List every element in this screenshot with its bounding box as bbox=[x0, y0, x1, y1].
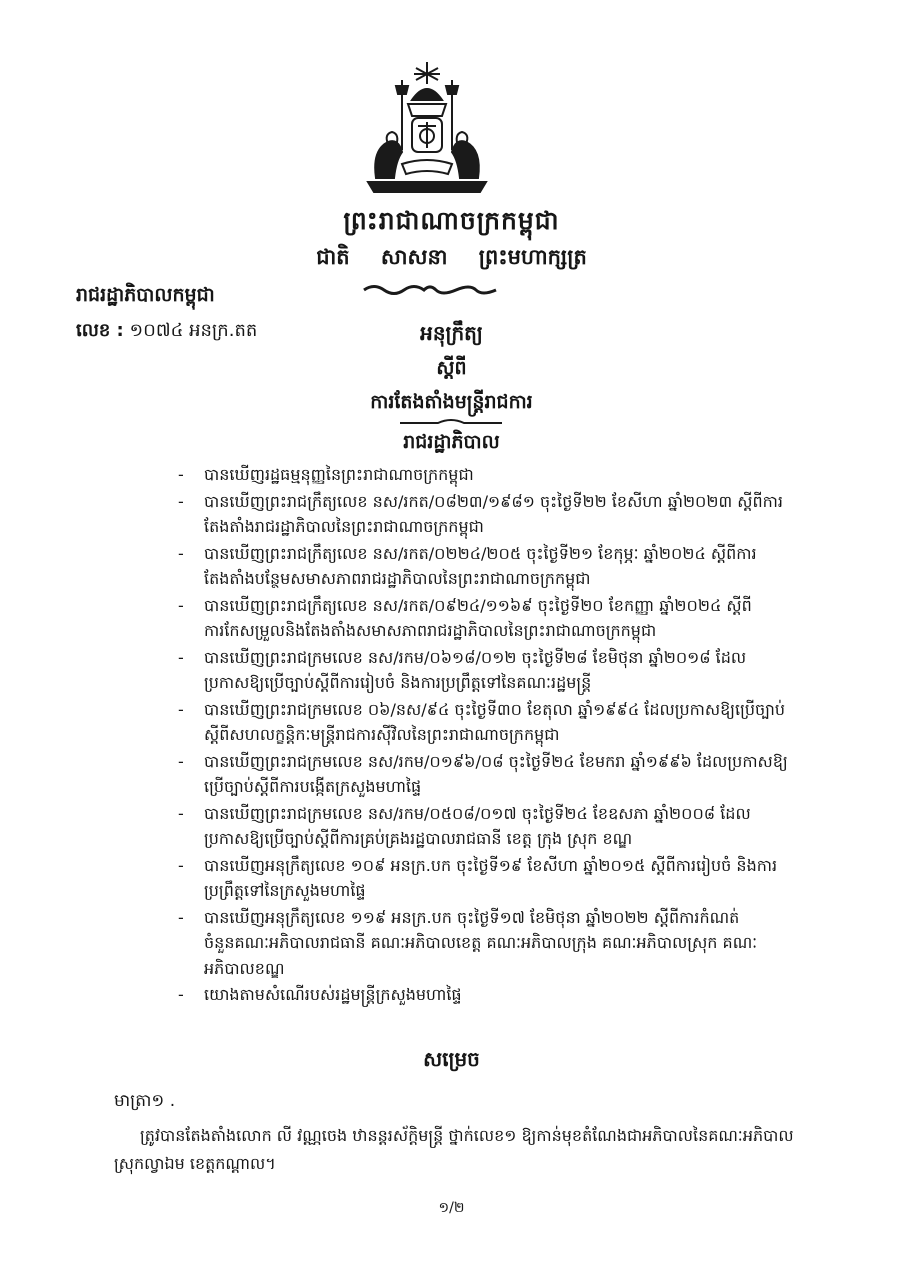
kingdom-heading: ព្រះរាជាណាចក្រកម្ពុជា bbox=[343, 206, 560, 235]
about-label: ស្តីពី bbox=[436, 357, 467, 379]
reference-text: បានឃើញព្រះរាជក្រឹត្យលេខ នស/រកត/០៨២៣/១៩៨១ ចុះថ្ងៃទី២២ ខែសីហា ឆ្នាំ២០២៣ ស្តីពីការតែងតាំងរាជរដ្ឋាភិបាលនៃព្រះរាជាណាចក្រកម្ពុជា bbox=[204, 491, 783, 536]
reference-text: បានឃើញព្រះរាជក្រមលេខ ០៦/នស/៩៤ ចុះថ្ងៃទី៣០ ខែតុលា ឆ្នាំ១៩៩៤ ដែលប្រកាសឱ្យប្រើច្បាប់ស្តីពីសហលក្ខន្តិកៈមន្ត្រីរាជការស៊ីវិលនៃព្រះរាជាណាចក្រកម្ពុជា bbox=[204, 699, 785, 744]
issuer-heading: រាជរដ្ឋាភិបាល bbox=[403, 431, 500, 453]
royal-coat-of-arms-icon bbox=[362, 60, 492, 200]
list-item: - យោងតាមសំណើរបស់រដ្ឋមន្ត្រីក្រសួងមហាផ្ទៃ bbox=[178, 985, 462, 1004]
decision-heading: សម្រេច bbox=[423, 1047, 480, 1071]
list-item: - បានឃើញព្រះរាជក្រឹត្យលេខ នស/រកត/០៩២៤/១១៦៩ ចុះថ្ងៃទី២០ ខែកញ្ញា ឆ្នាំ២០២៤ ស្តីពីការកែសម្រួលនិងតែងតាំងសមាសភាពរាជរដ្ឋាភិបាលនៃព្រះរាជាណាចក្រកម្ពុជា bbox=[178, 595, 752, 640]
list-item: - បានឃើញព្រះរាជក្រមលេខ ០៦/នស/៩៤ ចុះថ្ងៃទី៣០ ខែតុលា ឆ្នាំ១៩៩៤ ដែលប្រកាសឱ្យប្រើច្បាប់ស្តីពីសហលក្ខន្តិកៈមន្ត្រីរាជការស៊ីវិលនៃព្រះរាជាណាចក្រកម្ពុជា bbox=[178, 699, 785, 744]
reference-text: បានឃើញព្រះរាជក្រមលេខ នស/រកម/០៥០៨/០១៧ ចុះថ្ងៃទី២៤ ខែឧសភា ឆ្នាំ២០០៨ ដែលប្រកាសឱ្យប្រើច្បាប់ស្តីពីការគ្រប់គ្រងរដ្ឋបាលរាជធានី ខេត្ត ក្រុង ស្រុក ខណ្ឌ bbox=[204, 803, 751, 848]
reference-text: បានឃើញព្រះរាជក្រមលេខ នស/រកម/០១៩៦/០៨ ចុះថ្ងៃទី២៤ ខែមករា ឆ្នាំ១៩៩៦ ដែលប្រកាសឱ្យប្រើច្បាប់ស្តីពីការបង្កើតក្រសួងមហាផ្ទៃ bbox=[204, 751, 788, 796]
list-item: - បានឃើញព្រះរាជក្រឹត្យលេខ នស/រកត/០៨២៣/១៩៨១ ចុះថ្ងៃទី២២ ខែសីហា ឆ្នាំ២០២៣ ស្តីពីការតែងតាំងរាជរដ្ឋាភិបាលនៃព្រះរាជាណាចក្រកម្ពុជា bbox=[178, 491, 783, 536]
list-item: - បានឃើញព្រះរាជក្រមលេខ នស/រកម/០៥០៨/០១៧ ចុះថ្ងៃទី២៤ ខែឧសភា ឆ្នាំ២០០៨ ដែលប្រកាសឱ្យប្រើច្បាប់ស្តីពីការគ្រប់គ្រងរដ្ឋបាលរាជធានី ខេត្ត ក្រុង ស្រុក ខណ្ឌ bbox=[178, 803, 751, 848]
page-number: ១/២ bbox=[438, 1200, 465, 1216]
issuing-government: រាជរដ្ឋាភិបាលកម្ពុជា bbox=[76, 284, 215, 306]
document-type: អនុក្រឹត្យ bbox=[420, 321, 483, 345]
reference-text: យោងតាមសំណើរបស់រដ្ឋមន្ត្រីក្រសួងមហាផ្ទៃ bbox=[204, 985, 462, 1004]
reference-text: បានឃើញរដ្ឋធម្មនុញ្ញនៃព្រះរាជាណាចក្រកម្ពុជា bbox=[204, 465, 474, 484]
references-list bbox=[178, 462, 800, 1009]
reference-text: បានឃើញព្រះរាជក្រឹត្យលេខ នស/រកត/០៩២៤/១១៦៩ ចុះថ្ងៃទី២០ ខែកញ្ញា ឆ្នាំ២០២៤ ស្តីពីការកែសម្រួលនិងតែងតាំងសមាសភាពរាជរដ្ឋាភិបាលនៃព្រះរាជាណាចក្រកម្ពុជា bbox=[204, 595, 752, 640]
article-label: មាត្រា១ . bbox=[114, 1091, 176, 1111]
list-item: - បានឃើញព្រះរាជក្រមលេខ នស/រកម/០១៩៦/០៨ ចុះថ្ងៃទី២៤ ខែមករា ឆ្នាំ១៩៩៦ ដែលប្រកាសឱ្យប្រើច្បាប់ស្តីពីការបង្កើតក្រសួងមហាផ្ទៃ bbox=[178, 751, 788, 796]
reference-text: បានឃើញព្រះរាជក្រមលេខ នស/រកម/០៦១៨/០១២ ចុះថ្ងៃទី២៨ ខែមិថុនា ឆ្នាំ២០១៨ ដែលប្រកាសឱ្យប្រើច្បាប់ស្តីពីការរៀបចំ និងការប្រព្រឹត្តទៅនៃគណៈរដ្ឋមន្ត្រី bbox=[204, 647, 747, 692]
document-subject: ការតែងតាំងមន្ត្រីរាជការ bbox=[370, 391, 533, 413]
list-item: - បានឃើញរដ្ឋធម្មនុញ្ញនៃព្រះរាជាណាចក្រកម្ពុជា bbox=[178, 465, 474, 484]
ornament-divider-icon bbox=[360, 283, 500, 297]
list-item: - បានឃើញព្រះរាជក្រមលេខ នស/រកម/០៦១៨/០១២ ចុះថ្ងៃទី២៨ ខែមិថុនា ឆ្នាំ២០១៨ ដែលប្រកាសឱ្យប្រើច្បាប់ស្តីពីការរៀបចំ និងការប្រព្រឹត្តទៅនៃគណៈរដ្ឋមន្ត្រី bbox=[178, 647, 747, 692]
reference-text: បានឃើញអនុក្រឹត្យលេខ ១១៩ អនក្រ.បក ចុះថ្ងៃទី១៧ ខែមិថុនា ឆ្នាំ២០២២ ស្តីពីការកំណត់ចំនួនគណៈអភិបាលរាជធានី គណៈអភិបាលខេត្ត គណៈអភិបាលក្រុង គណៈអភិបាលស្រុក គណៈអភិបាលខណ្ឌ bbox=[204, 907, 758, 978]
reference-text: បានឃើញព្រះរាជក្រឹត្យលេខ នស/រកត/០២២៤/២០៥ ចុះថ្ងៃទី២១ ខែកុម្ភៈ ឆ្នាំ២០២៤ ស្តីពីការតែងតាំងបន្ថែមសមាសភាពរាជរដ្ឋាភិបាលនៃព្រះរាជាណាចក្រកម្ពុជា bbox=[204, 543, 757, 588]
document-number-label: លេខ : bbox=[76, 320, 124, 341]
list-item: - បានឃើញអនុក្រឹត្យលេខ ១១៩ អនក្រ.បក ចុះថ្ងៃទី១៧ ខែមិថុនា ឆ្នាំ២០២២ ស្តីពីការកំណត់ចំនួនគណៈអភិបាលរាជធានី គណៈអភិបាលខេត្ត គណៈអភិបាលក្រុង គណៈអភិបាលស្រុក គណៈអភិបាលខណ្ឌ bbox=[178, 907, 758, 978]
article-text: ត្រូវបានតែងតាំងលោក លី វណ្ណចេង ឋានន្តរស័ក្តិមន្ត្រី ថ្នាក់លេខ១ ឱ្យកាន់មុខតំណែងជាអភិបាលនៃគណៈអភិបាលស្រុកល្វាឯម ខេត្តកណ្ដាល។ bbox=[114, 1126, 794, 1173]
list-item: - បានឃើញអនុក្រឹត្យលេខ ១០៩ អនក្រ.បក ចុះថ្ងៃទី១៩ ខែសីហា ឆ្នាំ២០១៥ ស្តីពីការរៀបចំ និងការប្រព្រឹត្តទៅនៃក្រសួងមហាផ្ទៃ bbox=[178, 855, 778, 900]
ornament-divider-small-icon bbox=[398, 418, 504, 428]
document-number-value: ១០៧៤ អនក្រ.តត bbox=[129, 320, 258, 341]
reference-text: បានឃើញអនុក្រឹត្យលេខ ១០៩ អនក្រ.បក ចុះថ្ងៃទី១៩ ខែសីហា ឆ្នាំ២០១៥ ស្តីពីការរៀបចំ និងការប្រព្រឹត្តទៅនៃក្រសួងមហាផ្ទៃ bbox=[204, 855, 778, 900]
list-item: - បានឃើញព្រះរាជក្រឹត្យលេខ នស/រកត/០២២៤/២០៥ ចុះថ្ងៃទី២១ ខែកុម្ភៈ ឆ្នាំ២០២៤ ស្តីពីការតែងតាំងបន្ថែមសមាសភាពរាជរដ្ឋាភិបាលនៃព្រះរាជាណាចក្រកម្ពុជា bbox=[178, 543, 757, 588]
national-motto: ជាតិ សាសនា ព្រះមហាក្សត្រ bbox=[316, 245, 587, 269]
